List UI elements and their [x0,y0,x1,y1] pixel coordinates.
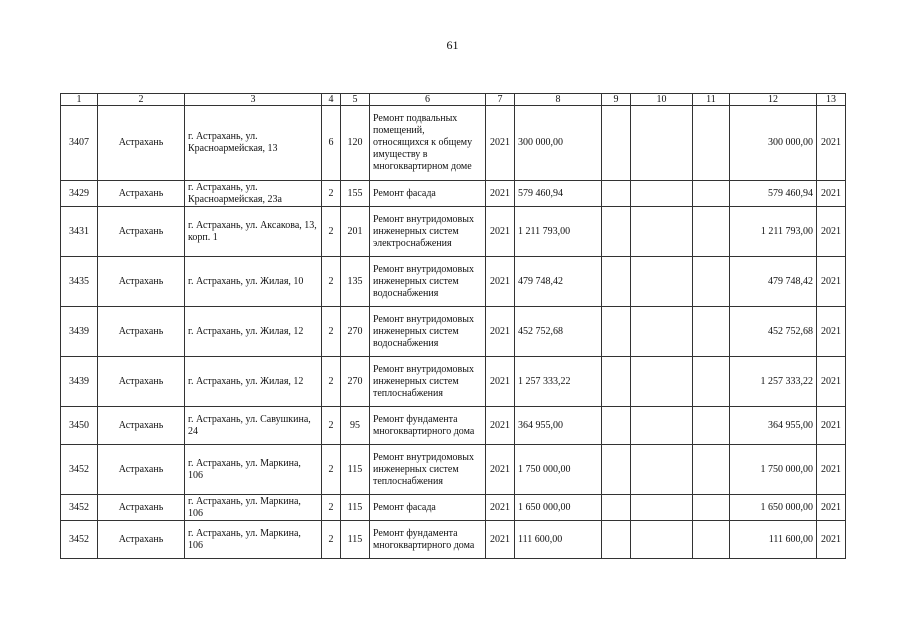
empty-cell [693,307,730,357]
address-cell: г. Астрахань, ул. Аксакова, 13, корп. 1 [185,207,322,257]
total-cost-cell: 579 460,94 [515,181,602,207]
empty-cell [631,495,693,521]
apartments-cell: 155 [341,181,370,207]
floors-cell: 2 [322,407,341,445]
header-cell: 11 [693,94,730,106]
total-cost-cell: 1 257 333,22 [515,357,602,407]
empty-cell [602,357,631,407]
empty-cell [693,181,730,207]
completion-year-cell: 2021 [817,407,846,445]
apartments-cell: 115 [341,495,370,521]
table-row [61,445,846,495]
header-cell: 7 [486,94,515,106]
empty-cell [693,445,730,495]
municipality-cell: Астрахань [98,257,185,307]
work-type-cell: Ремонт фундамента многоквартирного дома [370,521,486,559]
completion-year-cell: 2021 [817,181,846,207]
total-cost-cell: 479 748,42 [515,257,602,307]
table-row [61,207,846,257]
table-row [61,307,846,357]
total-cost-cell: 1 650 000,00 [515,495,602,521]
table-body [61,94,846,559]
project-id-cell: 3452 [61,521,98,559]
empty-cell [693,207,730,257]
table-row [61,357,846,407]
header-cell: 4 [322,94,341,106]
empty-cell [631,445,693,495]
project-id-cell: 3407 [61,106,98,181]
total-cost-cell: 1 211 793,00 [515,207,602,257]
work-type-cell: Ремонт внутридомовых инженерных систем электроснабжения [370,207,486,257]
work-type-cell: Ремонт фасада [370,181,486,207]
empty-cell [693,521,730,559]
project-id-cell: 3439 [61,307,98,357]
header-cell: 9 [602,94,631,106]
year-cell: 2021 [486,307,515,357]
completion-year-cell: 2021 [817,207,846,257]
header-cell: 5 [341,94,370,106]
address-cell: г. Астрахань, ул. Савушкина, 24 [185,407,322,445]
owners-funds-cell: 452 752,68 [730,307,817,357]
municipality-cell: Астрахань [98,181,185,207]
table-row [61,521,846,559]
project-id-cell: 3439 [61,357,98,407]
project-id-cell: 3435 [61,257,98,307]
total-cost-cell: 1 750 000,00 [515,445,602,495]
header-cell: 1 [61,94,98,106]
project-id-cell: 3450 [61,407,98,445]
completion-year-cell: 2021 [817,445,846,495]
empty-cell [631,521,693,559]
table-row [61,407,846,445]
table-row [61,181,846,207]
completion-year-cell: 2021 [817,106,846,181]
column-number-row [61,94,846,106]
address-cell: г. Астрахань, ул. Маркина, 106 [185,521,322,559]
owners-funds-cell: 1 257 333,22 [730,357,817,407]
empty-cell [693,357,730,407]
municipality-cell: Астрахань [98,521,185,559]
completion-year-cell: 2021 [817,257,846,307]
apartments-cell: 270 [341,307,370,357]
year-cell: 2021 [486,181,515,207]
total-cost-cell: 300 000,00 [515,106,602,181]
total-cost-cell: 111 600,00 [515,521,602,559]
empty-cell [631,357,693,407]
empty-cell [602,407,631,445]
year-cell: 2021 [486,357,515,407]
year-cell: 2021 [486,495,515,521]
work-type-cell: Ремонт подвальных помещений, относящихся к общему имуществу в многоквартирном доме [370,106,486,181]
owners-funds-cell: 479 748,42 [730,257,817,307]
floors-cell: 6 [322,106,341,181]
address-cell: г. Астрахань, ул. Маркина, 106 [185,445,322,495]
work-type-cell: Ремонт внутридомовых инженерных систем теплоснабжения [370,445,486,495]
header-cell: 13 [817,94,846,106]
address-cell: г. Астрахань, ул. Красноармейская, 13 [185,106,322,181]
owners-funds-cell: 1 750 000,00 [730,445,817,495]
empty-cell [602,521,631,559]
header-cell: 2 [98,94,185,106]
total-cost-cell: 452 752,68 [515,307,602,357]
empty-cell [602,257,631,307]
empty-cell [631,106,693,181]
owners-funds-cell: 579 460,94 [730,181,817,207]
floors-cell: 2 [322,357,341,407]
municipality-cell: Астрахань [98,307,185,357]
year-cell: 2021 [486,445,515,495]
empty-cell [602,106,631,181]
empty-cell [693,407,730,445]
owners-funds-cell: 1 211 793,00 [730,207,817,257]
completion-year-cell: 2021 [817,307,846,357]
year-cell: 2021 [486,521,515,559]
floors-cell: 2 [322,307,341,357]
year-cell: 2021 [486,257,515,307]
header-cell: 6 [370,94,486,106]
empty-cell [631,181,693,207]
empty-cell [693,257,730,307]
year-cell: 2021 [486,106,515,181]
apartments-cell: 201 [341,207,370,257]
apartments-cell: 120 [341,106,370,181]
owners-funds-cell: 364 955,00 [730,407,817,445]
year-cell: 2021 [486,407,515,445]
municipality-cell: Астрахань [98,445,185,495]
apartments-cell: 95 [341,407,370,445]
project-id-cell: 3429 [61,181,98,207]
address-cell: г. Астрахань, ул. Жилая, 12 [185,357,322,407]
floors-cell: 2 [322,181,341,207]
empty-cell [631,257,693,307]
empty-cell [631,407,693,445]
empty-cell [602,207,631,257]
municipality-cell: Астрахань [98,106,185,181]
work-type-cell: Ремонт внутридомовых инженерных систем теплоснабжения [370,357,486,407]
year-cell: 2021 [486,207,515,257]
completion-year-cell: 2021 [817,357,846,407]
floors-cell: 2 [322,495,341,521]
empty-cell [693,495,730,521]
header-cell: 10 [631,94,693,106]
empty-cell [602,495,631,521]
empty-cell [631,207,693,257]
apartments-cell: 115 [341,521,370,559]
empty-cell [602,307,631,357]
header-cell: 8 [515,94,602,106]
completion-year-cell: 2021 [817,495,846,521]
address-cell: г. Астрахань, ул. Жилая, 12 [185,307,322,357]
completion-year-cell: 2021 [817,521,846,559]
empty-cell [602,445,631,495]
table-row [61,106,846,181]
table-row [61,495,846,521]
work-type-cell: Ремонт фундамента многоквартирного дома [370,407,486,445]
floors-cell: 2 [322,257,341,307]
floors-cell: 2 [322,521,341,559]
work-type-cell: Ремонт внутридомовых инженерных систем водоснабжения [370,257,486,307]
page-number: 61 [446,38,459,52]
project-id-cell: 3452 [61,445,98,495]
address-cell: г. Астрахань, ул. Красноармейская, 23а [185,181,322,207]
table-row [61,257,846,307]
owners-funds-cell: 300 000,00 [730,106,817,181]
apartments-cell: 115 [341,445,370,495]
municipality-cell: Астрахань [98,407,185,445]
municipality-cell: Астрахань [98,207,185,257]
floors-cell: 2 [322,445,341,495]
floors-cell: 2 [322,207,341,257]
owners-funds-cell: 111 600,00 [730,521,817,559]
total-cost-cell: 364 955,00 [515,407,602,445]
empty-cell [631,307,693,357]
municipality-cell: Астрахань [98,495,185,521]
apartments-cell: 135 [341,257,370,307]
work-type-cell: Ремонт внутридомовых инженерных систем водоснабжения [370,307,486,357]
municipality-cell: Астрахань [98,357,185,407]
header-cell: 3 [185,94,322,106]
project-id-cell: 3431 [61,207,98,257]
header-cell: 12 [730,94,817,106]
address-cell: г. Астрахань, ул. Маркина, 106 [185,495,322,521]
address-cell: г. Астрахань, ул. Жилая, 10 [185,257,322,307]
work-type-cell: Ремонт фасада [370,495,486,521]
register-table [60,93,846,559]
empty-cell [693,106,730,181]
project-id-cell: 3452 [61,495,98,521]
apartments-cell: 270 [341,357,370,407]
empty-cell [602,181,631,207]
owners-funds-cell: 1 650 000,00 [730,495,817,521]
